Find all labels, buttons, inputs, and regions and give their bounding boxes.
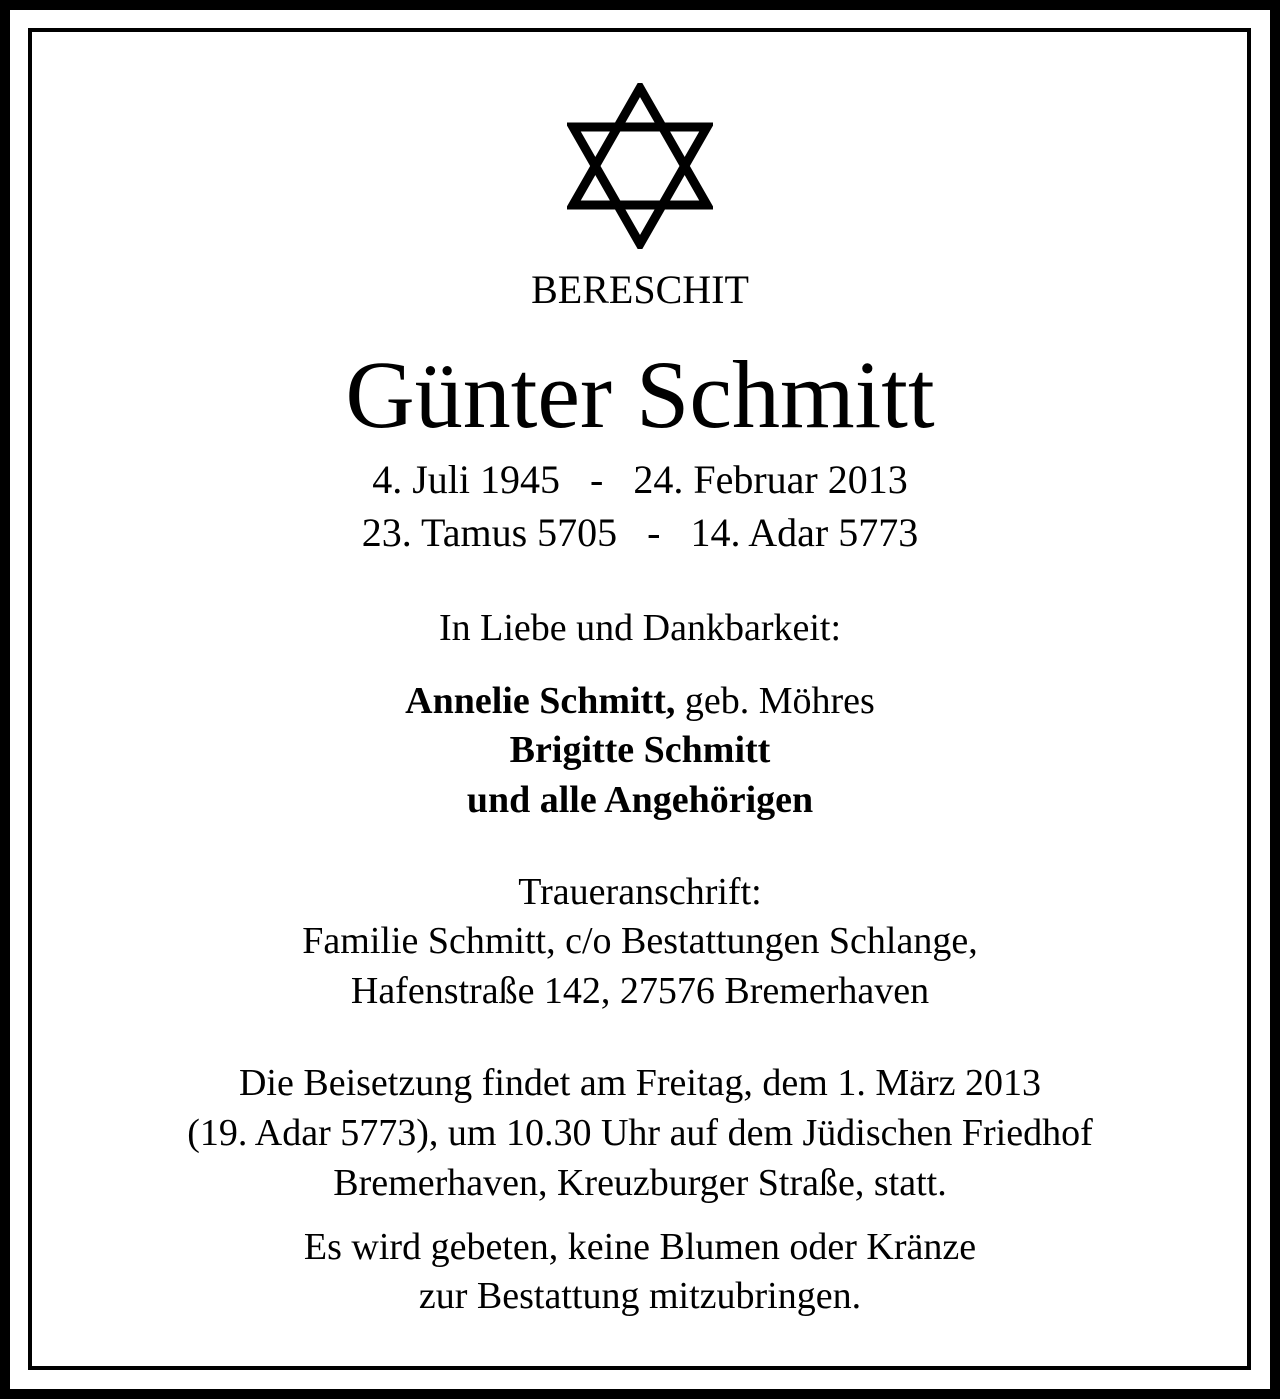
request-line-1: Es wird gebeten, keine Blumen oder Kränze bbox=[303, 1226, 977, 1268]
address-line-1: Familie Schmitt, c/o Bestattungen Schlange, bbox=[302, 920, 978, 962]
mourner-line-2: Brigitte Schmitt bbox=[509, 729, 771, 771]
heading: BERESCHIT bbox=[531, 267, 749, 312]
star-of-david-icon bbox=[567, 83, 713, 249]
dedication: In Liebe und Dankbarkeit: bbox=[438, 607, 842, 649]
mourner-line-3: und alle Angehörigen bbox=[466, 779, 814, 821]
address-label: Traueranschrift: bbox=[518, 871, 762, 913]
mourner-line-1 bbox=[0, 682, 1280, 720]
dates-hebrew: 23. Tamus 5705 - 14. Adar 5773 bbox=[361, 510, 919, 555]
address-line-2: Hafenstraße 142, 27576 Bremerhaven bbox=[350, 970, 930, 1012]
deceased-name: Günter Schmitt bbox=[345, 341, 935, 448]
request-line-2: zur Bestattung mitzubringen. bbox=[418, 1275, 862, 1317]
funeral-line-1: Die Beisetzung findet am Freitag, dem 1. März 2013 bbox=[238, 1062, 1041, 1104]
funeral-line-3: Bremerhaven, Kreuzburger Straße, statt. bbox=[333, 1162, 947, 1204]
funeral-line-2: (19. Adar 5773), um 10.30 Uhr auf dem Jüdischen Friedhof bbox=[187, 1112, 1093, 1154]
mourner-maiden-name: geb. Möhres bbox=[675, 680, 875, 722]
dates-gregorian: 4. Juli 1945 - 24. Februar 2013 bbox=[372, 457, 908, 502]
mourner-name-annelie: Annelie Schmitt, bbox=[405, 680, 676, 722]
